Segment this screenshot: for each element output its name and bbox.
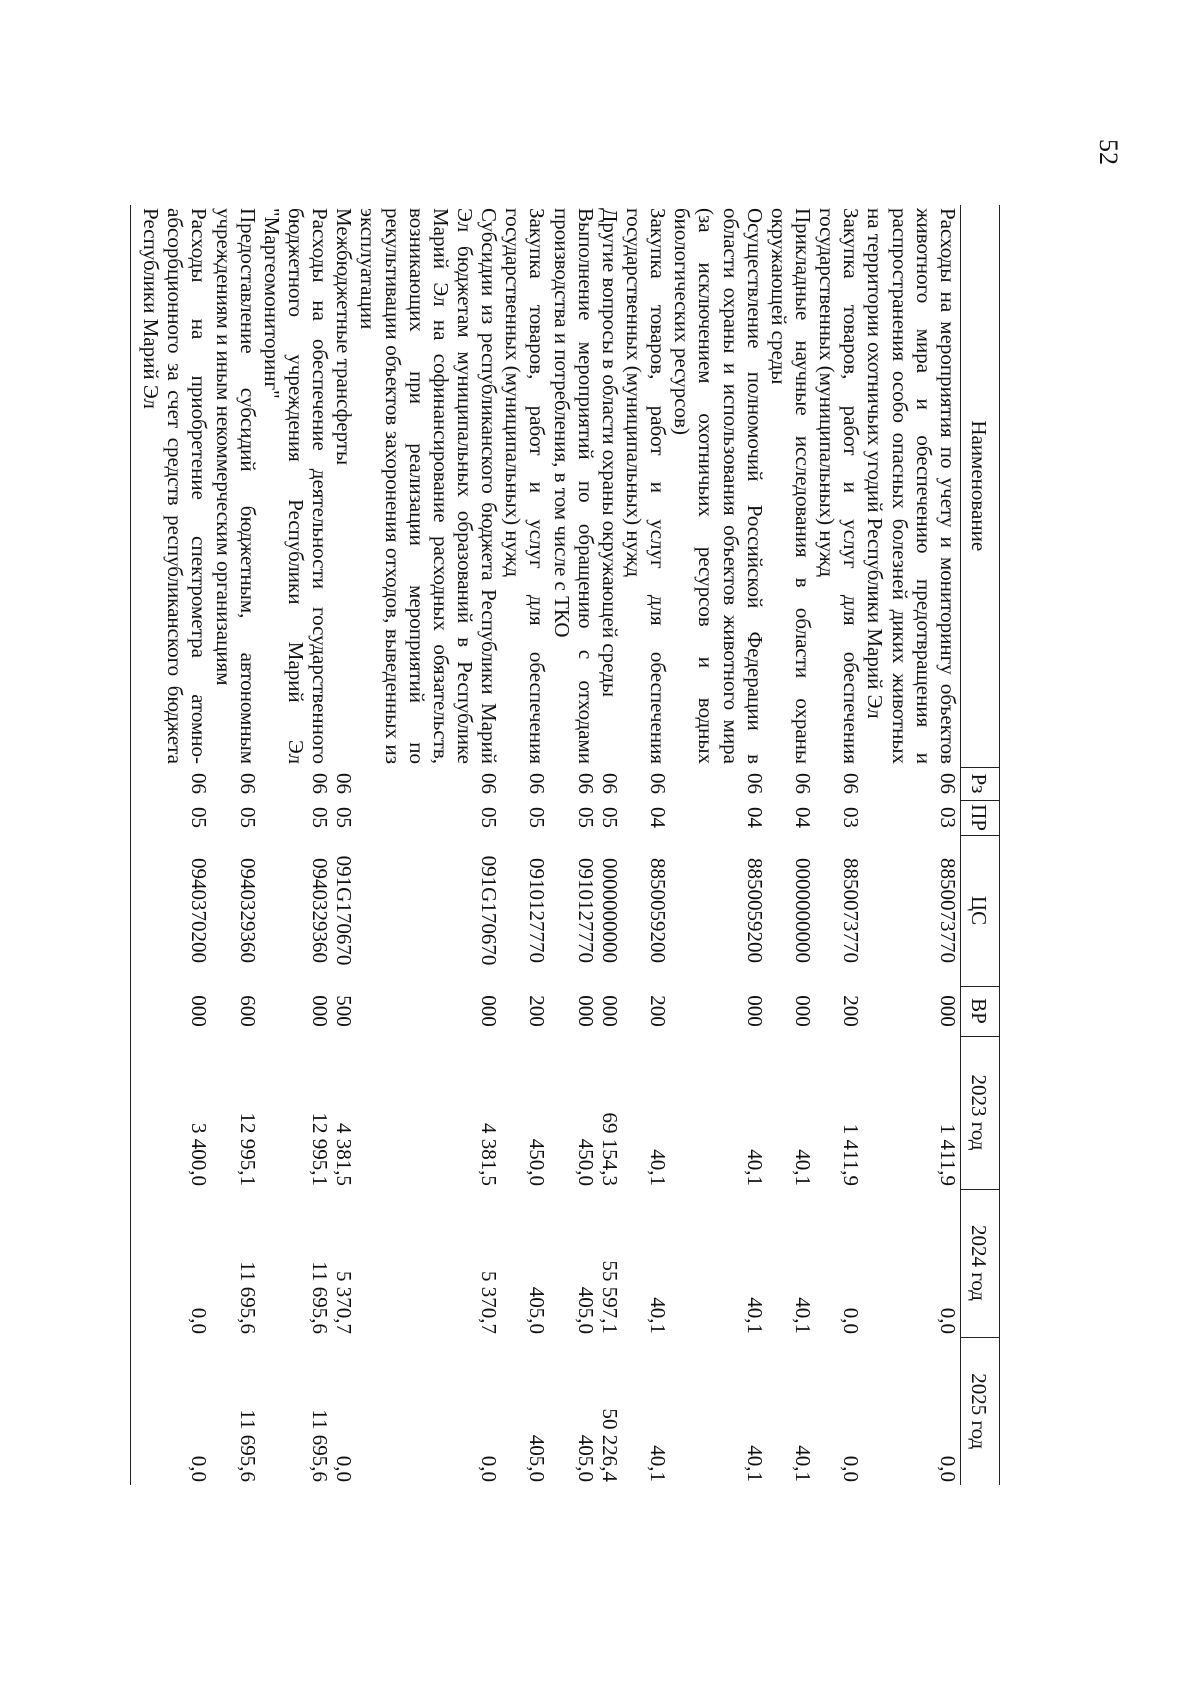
header-pr: ПР <box>960 800 999 835</box>
row-pr: 04 <box>742 807 767 828</box>
row-rz: 06 <box>187 773 212 794</box>
row-value-2024: 11 695,6 <box>308 1261 333 1334</box>
table-row <box>260 205 332 1485</box>
row-cs: 0000000000 <box>791 858 816 963</box>
row-value-2025: 11 695,6 <box>235 1409 260 1482</box>
rotated-table-wrapper <box>0 205 1000 1485</box>
row-vr: 000 <box>477 995 502 1027</box>
row-vr: 000 <box>791 995 816 1027</box>
row-pr: 05 <box>477 807 502 828</box>
table-row <box>212 205 260 1485</box>
row-pr: 03 <box>935 807 960 828</box>
row-vr: 000 <box>742 995 767 1027</box>
row-value-2025: 0,0 <box>477 1455 502 1482</box>
row-cs: 0940329360 <box>235 858 260 963</box>
table-header-row <box>960 205 999 1485</box>
table-row <box>670 205 767 1485</box>
row-rz: 06 <box>573 773 598 794</box>
table-row <box>501 205 549 1485</box>
row-vr: 200 <box>646 995 671 1027</box>
row-pr: 05 <box>597 807 622 828</box>
row-value-2024: 0,0 <box>839 1307 864 1334</box>
row-name: Межбюджетные трансферты <box>332 208 357 466</box>
row-value-2024: 40,1 <box>646 1297 671 1334</box>
row-vr: 500 <box>332 995 357 1027</box>
row-vr: 000 <box>935 995 960 1027</box>
row-value-2024: 0,0 <box>187 1307 212 1334</box>
row-value-2023: 40,1 <box>791 1149 816 1186</box>
row-name: Расходы на мероприятия по учету и мониторингу объектов животного мира и обеспечению предотвращения и распространения особо опасных болезней диких животных на территории охотничьих угодий Республики Марий Эл <box>863 208 960 764</box>
row-rz: 06 <box>839 773 864 794</box>
table-body <box>131 205 961 1485</box>
row-value-2025: 0,0 <box>187 1455 212 1482</box>
row-name: Расходы на приобретение спектрометра атомно-абсорбционного за счет средств республиканского бюджета Республики Марий Эл <box>139 208 212 764</box>
row-cs: 0940329360 <box>308 858 333 963</box>
table-bottom-rule <box>131 205 140 1485</box>
table-bottom-rule-cell <box>131 205 140 1485</box>
row-vr: 000 <box>597 995 622 1027</box>
header-2025: 2025 год <box>960 1337 999 1485</box>
row-rz: 06 <box>477 773 502 794</box>
row-value-2023: 4 381,5 <box>332 1123 357 1186</box>
table-row <box>622 205 670 1485</box>
table-row <box>767 205 815 1485</box>
row-cs: 0910127770 <box>573 858 598 963</box>
row-name: Прикладные научные исследования в области охраны окружающей среды <box>766 208 816 764</box>
row-vr: 000 <box>573 995 598 1027</box>
row-value-2024: 5 370,7 <box>477 1271 502 1334</box>
row-name: Закупка товаров, работ и услуг для обеспечения государственных (муниципальных) нужд <box>815 208 864 764</box>
row-value-2025: 405,0 <box>525 1434 550 1482</box>
row-pr: 05 <box>187 807 212 828</box>
row-pr: 05 <box>308 807 333 828</box>
row-value-2023: 40,1 <box>646 1149 671 1186</box>
row-vr: 600 <box>235 995 260 1027</box>
row-value-2025: 0,0 <box>839 1455 864 1482</box>
row-value-2024: 405,0 <box>573 1286 598 1334</box>
row-name: Другие вопросы в области охраны окружающей среды <box>597 208 622 697</box>
header-rz: Рз <box>960 767 999 800</box>
row-rz: 06 <box>332 773 357 794</box>
row-value-2023: 3 400,0 <box>187 1123 212 1186</box>
row-cs: 0940370200 <box>187 858 212 963</box>
row-value-2024: 40,1 <box>791 1297 816 1334</box>
row-rz: 06 <box>235 773 260 794</box>
row-rz: 06 <box>597 773 622 794</box>
row-name: Предоставление субсидий бюджетным, автономным учреждениям и иным некоммерческим организациям <box>211 208 260 764</box>
row-cs: 0910127770 <box>525 858 550 963</box>
row-vr: 200 <box>839 995 864 1027</box>
row-value-2025: 405,0 <box>573 1434 598 1482</box>
row-cs: 091G170670 <box>477 855 502 966</box>
row-name: Выполнение мероприятий по обращению с отходами производства и потребления, в том числе с ТКО <box>549 208 598 764</box>
table-row <box>863 205 960 1485</box>
table-row <box>356 205 501 1485</box>
row-pr: 05 <box>573 807 598 828</box>
row-name: Расходы на обеспечение деятельности государственного бюджетного учреждения Республики Марий Эл "Маргеомониторинг" <box>259 208 333 764</box>
header-vr: ВР <box>960 986 999 1036</box>
table-row <box>139 205 211 1485</box>
row-pr: 04 <box>646 807 671 828</box>
row-pr: 05 <box>235 807 260 828</box>
header-cs: ЦС <box>960 835 999 986</box>
row-cs: 8850073770 <box>839 858 864 963</box>
row-pr: 05 <box>525 807 550 828</box>
row-value-2024: 405,0 <box>525 1286 550 1334</box>
row-vr: 000 <box>308 995 333 1027</box>
row-name: Закупка товаров, работ и услуг для обеспечения государственных (муниципальных) нужд <box>622 208 671 764</box>
header-2023: 2023 год <box>960 1036 999 1189</box>
row-value-2024: 11 695,6 <box>235 1261 260 1334</box>
row-pr: 05 <box>332 807 357 828</box>
row-value-2023: 4 381,5 <box>477 1123 502 1186</box>
row-value-2023: 12 995,1 <box>235 1112 260 1186</box>
row-value-2025: 40,1 <box>646 1445 671 1482</box>
header-name: Наименование <box>960 205 999 767</box>
row-value-2025: 50 226,4 <box>597 1408 622 1482</box>
row-rz: 06 <box>525 773 550 794</box>
row-rz: 06 <box>742 773 767 794</box>
row-value-2023: 12 995,1 <box>308 1112 333 1186</box>
row-value-2025: 0,0 <box>332 1455 357 1482</box>
row-value-2025: 40,1 <box>791 1445 816 1482</box>
row-cs: 0000000000 <box>597 858 622 963</box>
row-value-2023: 40,1 <box>742 1149 767 1186</box>
row-value-2024: 40,1 <box>742 1297 767 1334</box>
row-vr: 200 <box>525 995 550 1027</box>
page-number: 52 <box>1094 139 1123 165</box>
row-rz: 06 <box>646 773 671 794</box>
row-rz: 06 <box>935 773 960 794</box>
row-cs: 8850059200 <box>742 858 767 963</box>
row-value-2025: 11 695,6 <box>308 1409 333 1482</box>
table-row <box>332 205 356 1485</box>
row-rz: 06 <box>791 773 816 794</box>
row-value-2023: 450,0 <box>525 1138 550 1186</box>
row-name: Закупка товаров, работ и услуг для обеспечения государственных (муниципальных) нужд <box>501 208 550 764</box>
table-row <box>549 205 597 1485</box>
row-value-2023: 1 411,9 <box>935 1123 960 1186</box>
row-cs: 8850059200 <box>646 858 671 963</box>
row-pr: 03 <box>839 807 864 828</box>
row-vr: 000 <box>187 995 212 1027</box>
row-value-2025: 40,1 <box>742 1445 767 1482</box>
table-row <box>598 205 622 1485</box>
row-value-2023: 1 411,9 <box>839 1123 864 1186</box>
row-pr: 04 <box>791 807 816 828</box>
row-rz: 06 <box>308 773 333 794</box>
row-value-2023: 69 154,3 <box>597 1112 622 1186</box>
row-name: Субсидии из республиканского бюджета Республики Марий Эл бюджетам муниципальных образований в Республике Марий Эл на софинансирование расходных обязательств, возникающих при реализации мероприятий по рекультивации объектов захоронения отходов, выведенных из эксплуатации <box>356 208 502 764</box>
row-value-2024: 55 597,1 <box>597 1260 622 1334</box>
row-value-2024: 5 370,7 <box>332 1271 357 1334</box>
row-value-2024: 0,0 <box>935 1307 960 1334</box>
row-value-2023: 450,0 <box>573 1138 598 1186</box>
row-cs: 091G170670 <box>332 855 357 966</box>
header-2024: 2024 год <box>960 1189 999 1337</box>
budget-table <box>130 205 1000 1485</box>
row-name: Осуществление полномочий Российской Федерации в области охраны и использования объектов животного мира (за исключением охотничьих ресурсов и водных биологических ресурсов) <box>670 208 767 764</box>
row-value-2025: 0,0 <box>935 1455 960 1482</box>
row-cs: 8850073770 <box>935 858 960 963</box>
table-row <box>815 205 863 1485</box>
